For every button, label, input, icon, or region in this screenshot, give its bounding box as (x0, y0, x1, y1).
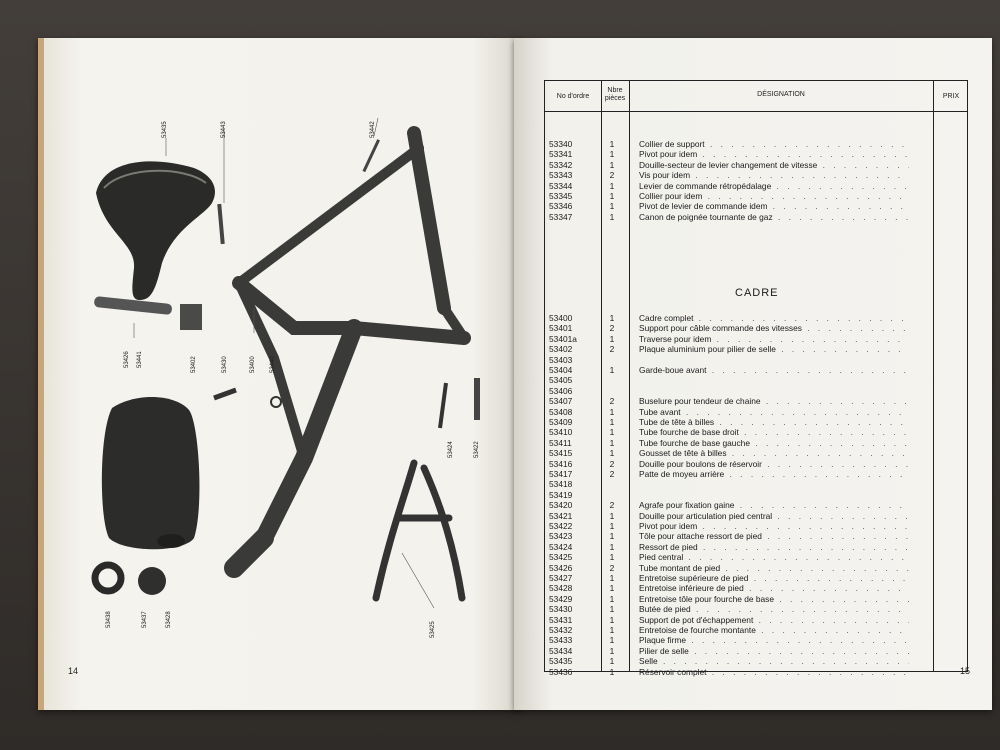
row-quantity: 1 (609, 191, 615, 201)
row-quantity: 1 (609, 201, 615, 212)
row-designation: Pivot de levier de commande idem . . . (639, 201, 909, 211)
row-designation: Douille-secteur de levier changement de vitesse . . . (639, 160, 909, 170)
table-row (545, 344, 967, 354)
table-row (545, 563, 967, 573)
row-number: 53430 (549, 604, 573, 615)
table-row (545, 511, 967, 521)
table-row (545, 365, 967, 375)
row-number: 53424 (549, 541, 573, 552)
row-quantity: 1 (609, 625, 615, 635)
table-row (545, 448, 967, 458)
row-quantity: 1 (609, 552, 615, 563)
table-row (545, 500, 967, 510)
row-designation: Canon de poignée tournante de gaz . . . (639, 212, 909, 222)
table-row (545, 375, 967, 385)
label-ring: 53440 (270, 356, 276, 373)
row-designation: Collier pour idem . . . (639, 191, 909, 201)
row-designation: Entretoise tôle pour fourche de base . . . (639, 594, 909, 604)
tank-drawing (102, 397, 200, 549)
row-number: 53404 (549, 365, 573, 375)
row-number: 53431 (549, 614, 573, 625)
row-number: 53427 (549, 573, 573, 583)
table-row (545, 531, 967, 541)
row-quantity: 1 (609, 510, 615, 521)
page-number-left: 14 (68, 666, 79, 676)
row-quantity: 2 (609, 323, 615, 334)
row-number: 53421 (549, 510, 573, 521)
table-row (545, 334, 967, 344)
plate-drawing (180, 304, 202, 330)
row-number: 53341 (549, 149, 573, 160)
spring-drawing (474, 378, 480, 420)
row-quantity: 1 (609, 604, 615, 615)
row-designation: Tube montant de pied . . . (639, 563, 909, 573)
label-clip: 53424 (448, 441, 454, 458)
row-designation: Support de pot d'échappement . . . (639, 615, 909, 625)
table-row (545, 417, 967, 427)
row-quantity: 1 (609, 159, 615, 170)
row-number: 53407 (549, 396, 573, 407)
label-spring: 53422 (474, 441, 480, 458)
row-number: 53401a (549, 333, 577, 344)
open-catalog (30, 38, 992, 710)
row-quantity: 1 (609, 645, 615, 656)
table-row (545, 459, 967, 469)
row-number: 53423 (549, 531, 573, 542)
row-number: 53425 (549, 552, 573, 563)
row-designation: Tube fourche de base gauche . . . (639, 438, 909, 448)
row-quantity: 2 (609, 469, 615, 479)
table-row (545, 191, 967, 201)
cap-drawing (138, 567, 166, 595)
row-designation: Entretoise de fourche montante . . . (639, 625, 909, 635)
table-row (545, 201, 967, 211)
row-number: 53418 (549, 479, 573, 490)
row-number: 53436 (549, 666, 573, 677)
row-quantity: 2 (609, 500, 615, 511)
bolt-drawing-2 (362, 139, 380, 172)
row-designation: Butée de pied . . . (639, 604, 909, 614)
row-designation: Ressort de pied . . . (639, 542, 909, 552)
label-tube-small: 53441 (137, 351, 143, 368)
row-number: 53406 (549, 385, 573, 396)
row-quantity: 2 (609, 170, 615, 181)
row-quantity: 1 (609, 593, 615, 604)
row-number: 53416 (549, 458, 573, 469)
page-number-right: 15 (959, 666, 970, 676)
row-quantity: 1 (609, 417, 615, 427)
tube-drawing (94, 296, 173, 315)
row-designation: Pivot pour idem . . . (639, 149, 909, 159)
row-quantity: 2 (609, 562, 615, 573)
label-bolt-right: 53442 (370, 121, 376, 138)
label-pivot: 53430 (222, 356, 228, 373)
row-number: 53428 (549, 583, 573, 594)
row-number: 53400 (549, 313, 573, 323)
row-designation: Support pour câble commande des vitesses . . . (639, 323, 909, 333)
table-row (545, 139, 967, 149)
row-number: 53409 (549, 417, 573, 427)
table-row (545, 573, 967, 583)
row-designation: Selle . . . (639, 656, 909, 666)
table-row (545, 656, 967, 666)
row-number: 53346 (549, 201, 573, 212)
row-number: 53345 (549, 191, 573, 201)
table-row (545, 212, 967, 222)
table-row (545, 181, 967, 191)
label-washer: 53438 (106, 611, 112, 628)
row-quantity: 1 (609, 573, 615, 583)
row-designation: Gousset de tête à billes . . . (639, 448, 909, 458)
parts-table (544, 80, 968, 677)
row-quantity: 1 (609, 406, 615, 417)
row-quantity: 1 (609, 333, 615, 344)
row-number: 53410 (549, 427, 573, 438)
table-row (545, 313, 967, 323)
row-number: 53347 (549, 211, 573, 222)
row-number: 53402 (549, 344, 573, 355)
row-designation: Patte de moyeu arrière . . . (639, 469, 909, 479)
label-frame: 53400 (250, 356, 256, 373)
row-designation: Douille pour articulation pied central . . . (639, 511, 909, 521)
row-designation: Levier de commande rétropédalage . . . (639, 181, 909, 191)
row-quantity: 1 (609, 635, 615, 646)
row-number: 53415 (549, 448, 573, 459)
label-plate: 53402 (191, 356, 197, 373)
row-designation: Traverse pour idem . . . (639, 334, 909, 344)
row-designation: Entretoise inférieure de pied . . . (639, 583, 909, 593)
label-tube: 53426 (124, 351, 130, 368)
row-quantity: 2 (609, 344, 615, 355)
row-number: 53403 (549, 354, 573, 365)
right-page (514, 38, 992, 710)
row-designation: Cadre complet . . . (639, 313, 909, 323)
header-divider (545, 111, 967, 112)
row-designation: Tube de tête à billes . . . (639, 417, 909, 427)
row-quantity: 1 (609, 583, 615, 594)
row-number: 53343 (549, 170, 573, 181)
row-quantity: 1 (609, 365, 615, 375)
row-number: 53405 (549, 375, 573, 386)
table-row (545, 667, 967, 677)
row-number: 53344 (549, 180, 573, 191)
row-number: 53417 (549, 469, 573, 479)
stand-drawing (376, 463, 462, 598)
row-quantity: 2 (609, 458, 615, 469)
row-quantity: 1 (609, 541, 615, 552)
row-number: 53408 (549, 406, 573, 417)
row-quantity: 1 (609, 656, 615, 667)
row-designation: Pied central . . . (639, 552, 909, 562)
row-quantity: 1 (609, 180, 615, 191)
row-quantity: 1 (609, 448, 615, 459)
pivot-drawing (214, 390, 236, 398)
row-number: 53420 (549, 500, 573, 511)
row-quantity: 1 (609, 427, 615, 438)
row-quantity: 1 (609, 149, 615, 160)
table-row (545, 438, 967, 448)
row-number: 53411 (549, 437, 572, 448)
row-quantity: 1 (609, 139, 615, 149)
table-row (545, 323, 967, 333)
row-quantity: 1 (609, 211, 615, 222)
table-row (545, 542, 967, 552)
bolt-drawing (217, 204, 224, 244)
row-number: 53434 (549, 645, 573, 656)
table-row (545, 521, 967, 531)
row-quantity: 1 (609, 521, 615, 531)
row-number: 53401 (549, 323, 573, 334)
table-row (545, 355, 967, 365)
row-designation: Garde-boue avant . . . (639, 365, 909, 375)
washer-drawing (95, 565, 121, 591)
table-row (545, 604, 967, 614)
table-row (545, 625, 967, 635)
table-row (545, 427, 967, 437)
row-number: 53433 (549, 635, 573, 646)
row-designation: Vis pour idem . . . (639, 170, 909, 180)
row-designation: Pivot pour idem . . . (639, 521, 909, 531)
row-number: 53432 (549, 625, 573, 635)
row-number: 53422 (549, 521, 573, 531)
left-page (38, 38, 520, 710)
label-stand: 53425 (430, 621, 436, 638)
row-designation: Tube avant . . . (639, 407, 909, 417)
row-designation: Plaque firme . . . (639, 635, 909, 645)
table-row (545, 552, 967, 562)
label-saddle: 53435 (162, 121, 168, 138)
row-designation: Tube fourche de base droit . . . (639, 427, 909, 437)
clip-drawing (440, 383, 446, 428)
row-designation: Réservoir complet . . . (639, 667, 909, 677)
row-quantity: 1 (609, 313, 615, 323)
row-designation: Pilier de selle . . . (639, 646, 909, 656)
row-quantity: 1 (609, 437, 615, 448)
saddle-drawing (96, 161, 215, 300)
section-title: CADRE (735, 287, 779, 299)
table-row (545, 386, 967, 396)
table-row (545, 469, 967, 479)
row-quantity: 1 (609, 531, 615, 542)
row-number: 53419 (549, 489, 573, 500)
table-row (545, 170, 967, 180)
row-number: 53342 (549, 159, 573, 170)
header-qty: Nbre pièces (604, 87, 626, 102)
header-designation: DÉSIGNATION (757, 91, 805, 98)
table-row (545, 646, 967, 656)
frame-drawing (234, 133, 464, 568)
row-designation: Plaque aluminium pour pilier de selle . . . (639, 344, 909, 354)
row-number: 53435 (549, 656, 573, 667)
label-tank: 53428 (166, 611, 172, 628)
label-bolt-top: 53443 (221, 121, 227, 138)
row-designation: Douille pour boulons de réservoir . . . (639, 459, 909, 469)
table-row (545, 396, 967, 406)
table-row (545, 407, 967, 417)
row-designation: Entretoise supérieure de pied . . . (639, 573, 909, 583)
ring-drawing (271, 397, 281, 407)
header-price: PRIX (942, 93, 960, 100)
row-designation: Agrafe pour fixation gaine . . . (639, 500, 909, 510)
header-order-no: No d'ordre (556, 93, 590, 100)
row-designation: Tôle pour attache ressort de pied . . . (639, 531, 909, 541)
row-quantity: 1 (609, 614, 615, 625)
label-cap: 53437 (142, 611, 148, 628)
table-row (545, 160, 967, 170)
table-row (545, 490, 967, 500)
row-number: 53340 (549, 139, 573, 149)
table-row (545, 583, 967, 593)
row-quantity: 1 (609, 666, 615, 677)
table-row (545, 635, 967, 645)
table-row (545, 149, 967, 159)
row-number: 53429 (549, 593, 573, 604)
row-number: 53426 (549, 562, 573, 573)
table-row (545, 479, 967, 489)
parts-illustration (44, 38, 520, 710)
table-row (545, 594, 967, 604)
table-row (545, 615, 967, 625)
row-designation: Buselure pour tendeur de chaine . . . (639, 396, 909, 406)
row-designation: Collier de support . . . (639, 139, 909, 149)
row-quantity: 2 (609, 396, 615, 407)
